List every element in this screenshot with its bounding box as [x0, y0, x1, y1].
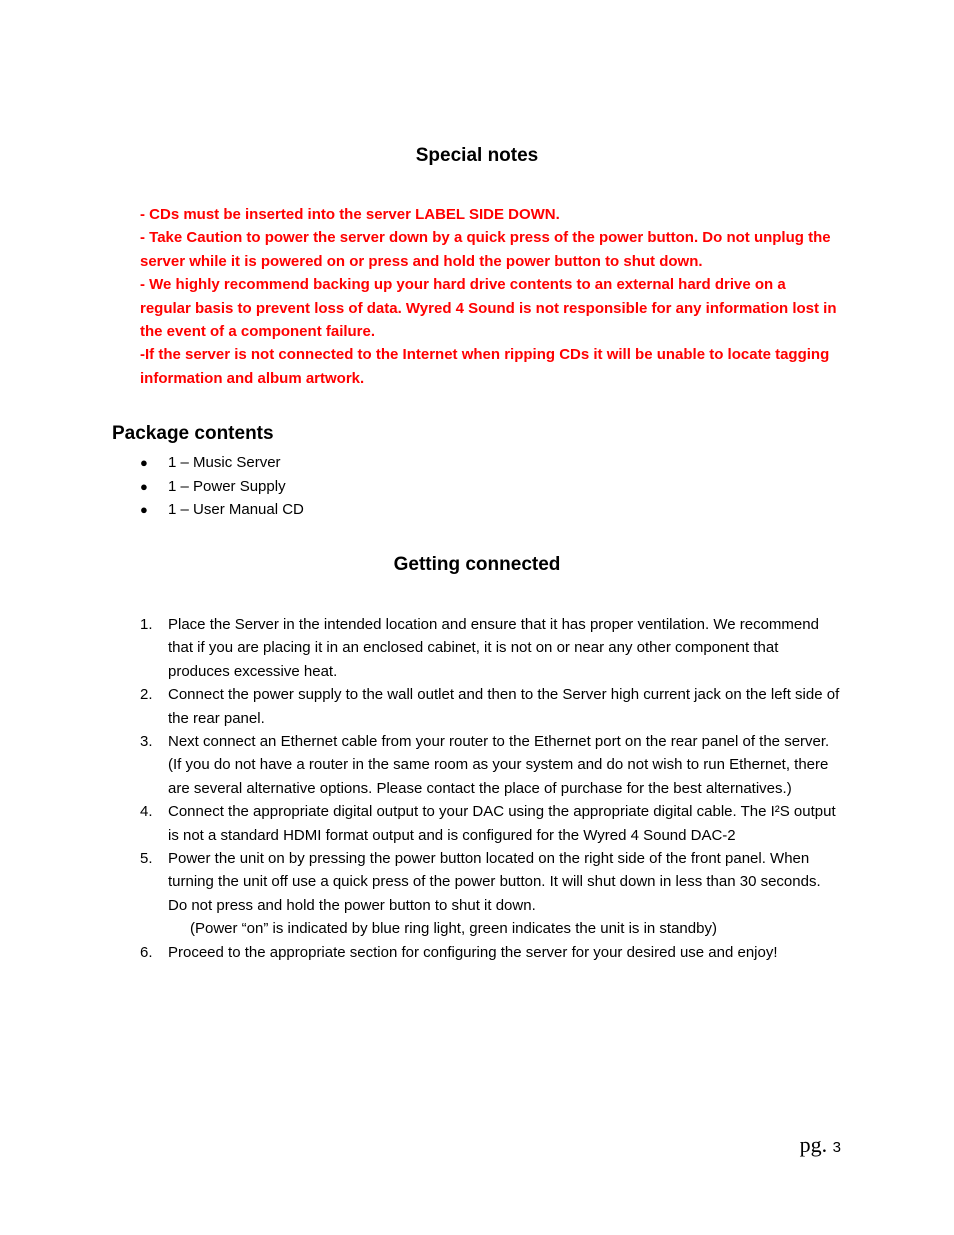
list-item-text: 1 – Power Supply — [168, 477, 286, 495]
step-item — [140, 847, 842, 941]
step-item — [140, 683, 842, 730]
package-contents-heading: Package contents — [112, 423, 274, 444]
special-notes-heading: Special notes — [415, 145, 539, 166]
list-item — [140, 451, 304, 475]
note-item: - We highly recommend backing up your hard drive contents to an external hard drive on a regular basis to prevent loss of data. Wyred 4 Sound is not responsible for any information lost in the event of a component failure. — [140, 276, 837, 341]
special-notes-list — [140, 203, 840, 390]
step-number: 2. — [140, 686, 153, 704]
step-item — [140, 800, 842, 847]
list-item-text: 1 – User Manual CD — [168, 501, 304, 518]
list-item-text: 1 – Music Server — [168, 454, 281, 471]
step-text: Connect the appropriate digital output to your DAC using the appropriate digital cable. The I²S output is not a standard HDMI format output and is configured for the Wyred 4 Sound DAC-2 — [168, 803, 836, 844]
step-text: Connect the power supply to the wall outlet and then to the Server high current jack on the left side of the rear panel. — [168, 686, 840, 727]
step-text: Next connect an Ethernet cable from your router to the Ethernet port on the rear panel of the server. (If you do not have a router in the same room as your system and do not wish to run Ethernet, there are several alternative options. Please contact the place of purchase for the best alternatives.) — [168, 733, 830, 797]
step-item — [140, 941, 842, 964]
bullet-icon: ● — [140, 502, 148, 517]
page-number-value: 3 — [832, 1139, 841, 1156]
list-item — [140, 475, 304, 499]
getting-connected-steps — [140, 613, 842, 964]
bullet-icon: ● — [140, 478, 148, 494]
step-number: 3. — [140, 733, 153, 751]
step-note: (Power “on” is indicated by blue ring light, green indicates the unit is in standby) — [190, 920, 717, 938]
note-item: - CDs must be inserted into the server LABEL SIDE DOWN. — [140, 206, 560, 223]
package-contents-list — [140, 451, 304, 522]
getting-connected-heading: Getting connected — [393, 554, 561, 575]
step-number: 4. — [140, 803, 153, 821]
list-item — [140, 498, 304, 522]
step-text: Proceed to the appropriate section for configuring the server for your desired use and enjoy! — [168, 943, 778, 961]
step-text: Place the Server in the intended location and ensure that it has proper ventilation. We recommend that if you are placing it in an enclosed cabinet, it is not on or near any other component that produces excessive heat. — [168, 616, 819, 680]
step-item — [140, 730, 842, 800]
note-item: - Take Caution to power the server down by a quick press of the power button. Do not unplug the server while it is powered on or press and hold the power button to shut down. — [140, 229, 831, 270]
step-item — [140, 613, 842, 683]
page-prefix: pg. — [799, 1132, 828, 1157]
step-number: 1. — [140, 616, 153, 633]
step-text: Power the unit on by pressing the power button located on the right side of the front panel. When turning the unit off use a quick press of the power button. It will shut down in less than 30 seconds. Do not press and hold the power button to shut it down. — [168, 850, 821, 914]
note-item: -If the server is not connected to the Internet when ripping CDs it will be unable to locate tagging information and album artwork. — [140, 346, 830, 387]
step-number: 5. — [140, 850, 153, 868]
page-number — [800, 1131, 841, 1162]
bullet-icon: ● — [140, 455, 148, 470]
step-number: 6. — [140, 943, 153, 961]
